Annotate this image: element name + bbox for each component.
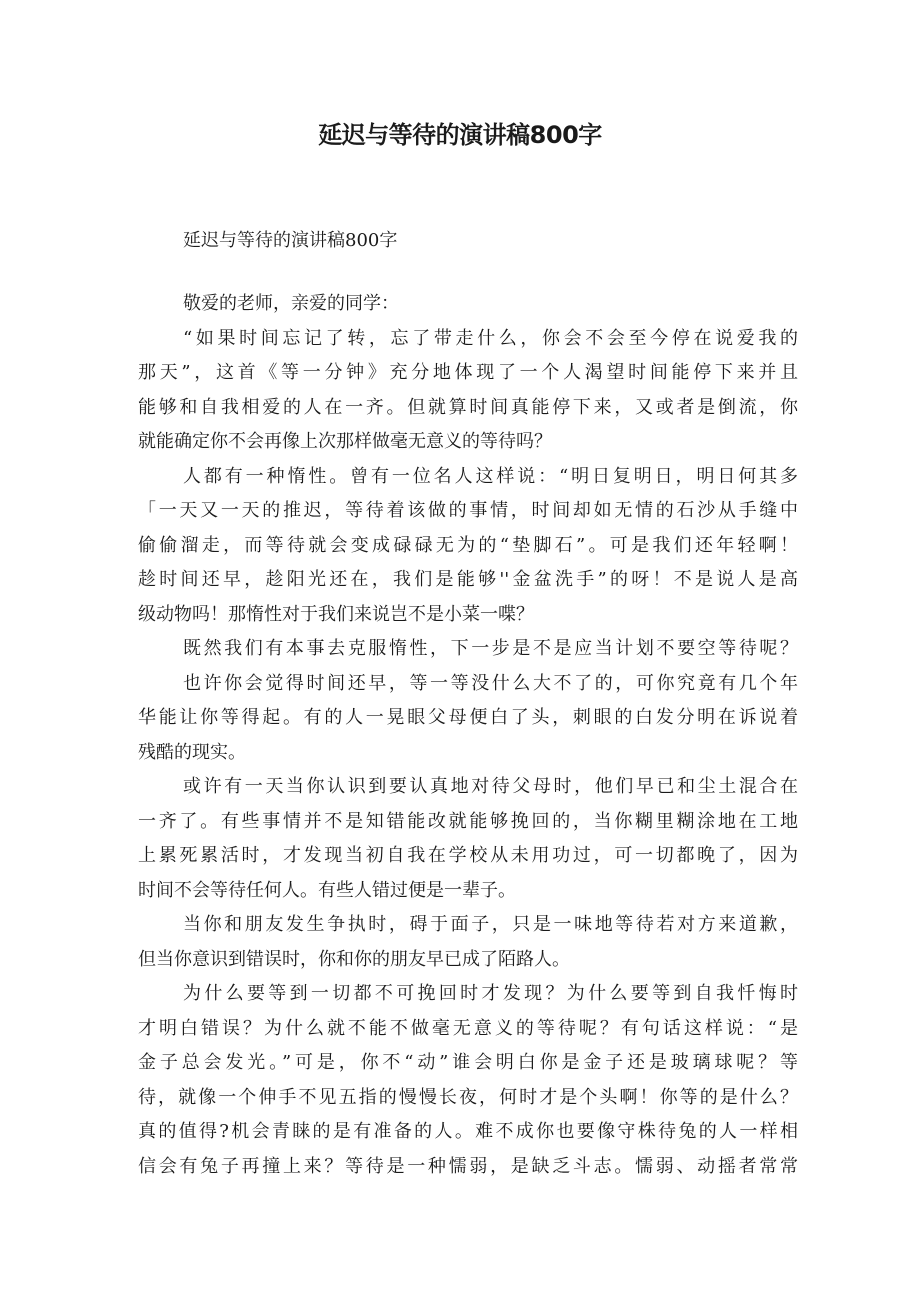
paragraph-line: 那天”，这首《等一分钟》充分地体现了一个人渴望时间能停下来并且 [138,362,798,383]
paragraph-line: 当你和朋友发生争执时，碍于面子，只是一味地等待若对方来道歉， [183,914,798,935]
paragraph-line: 残酷的现实。 [138,741,246,763]
paragraph-line: 能够和自我相爱的人在一齐。但就算时间真能停下来，又或者是倒流，你 [138,396,798,418]
paragraph-line: 敬爱的老师，亲爱的同学： [183,293,399,314]
paragraph-line: 也许你会觉得时间还早，等一等没什么大不了的，可你究竟有几个年 [183,672,798,694]
paragraph-line: 待，就像一个伸手不见五指的慢慢长夜，何时才是个头啊！你等的是什么？ [138,1086,798,1108]
paragraph-line: 但当你意识到错误时，你和你的朋友早已成了陌路人。 [138,948,570,970]
paragraph-line: 或许有一天当你认识到要认真地对待父母时，他们早已和尘土混合在 [183,776,798,797]
paragraph-line: “如果时间忘记了转，忘了带走什么，你会不会至今停在说爱我的 [183,327,798,349]
paragraph-line: 上累死累活时，才发现当初自我在学校从未用功过，可一切都晚了，因为 [138,845,798,866]
paragraph-line: 趁时间还早，趁阳光还在，我们是能够''金盆洗手”的呀！不是说人是高 [138,569,798,590]
paragraph-line: 为什么要等到一切都不可挽回时才发现？为什么要等到自我忏悔时 [183,983,798,1004]
paragraph-line: 级动物吗！那惰性对于我们来说岂不是小菜一喋？ [138,603,534,625]
paragraph-line: 一齐了。有些事情并不是知错能改就能够挽回的，当你糊里糊涂地在工地 [138,810,798,832]
paragraph-line: 时间不会等待任何人。有些人错过便是一辈子。 [138,879,516,901]
document-subtitle: 延迟与等待的演讲稿800字 [183,230,398,251]
paragraph-line: 真的值得?机会青睐的是有准备的人。难不成你也要像守株待兔的人一样相 [138,1121,798,1142]
paragraph-line: 既然我们有本事去克服惰性，下一步是不是应当计划不要空等待呢？ [183,638,798,659]
paragraph-line: 才明白错误？为什么就不能不做毫无意义的等待呢？有句话这样说：“是 [138,1017,798,1039]
document-body [138,287,798,1184]
paragraph-line: 偷偷溜走，而等待就会变成碌碌无为的“垫脚石”。可是我们还年轻啊！ [138,534,798,556]
paragraph-line: 就能确定你不会再像上次那样做毫无意义的等待吗？ [138,431,552,452]
paragraph-line: 人都有一种惰性。曾有一位名人这样说：“明日复明日，明日何其多 [183,465,798,487]
paragraph-line: 金子总会发光。”可是，你不“动”谁会明白你是金子还是玻璃球呢？等 [138,1052,798,1073]
paragraph-line: 华能让你等得起。有的人一晃眼父母便白了头，刺眼的白发分明在诉说着 [138,707,798,728]
paragraph-line: 「一天又一天的推迟，等待着该做的事情，时间却如无情的石沙从手缝中 [138,500,798,521]
document-title: 延迟与等待的演讲稿800字 [318,121,602,149]
paragraph-line: 信会有兔子再撞上来？等待是一种懦弱，是缺乏斗志。懦弱、动摇者常常 [138,1155,798,1177]
